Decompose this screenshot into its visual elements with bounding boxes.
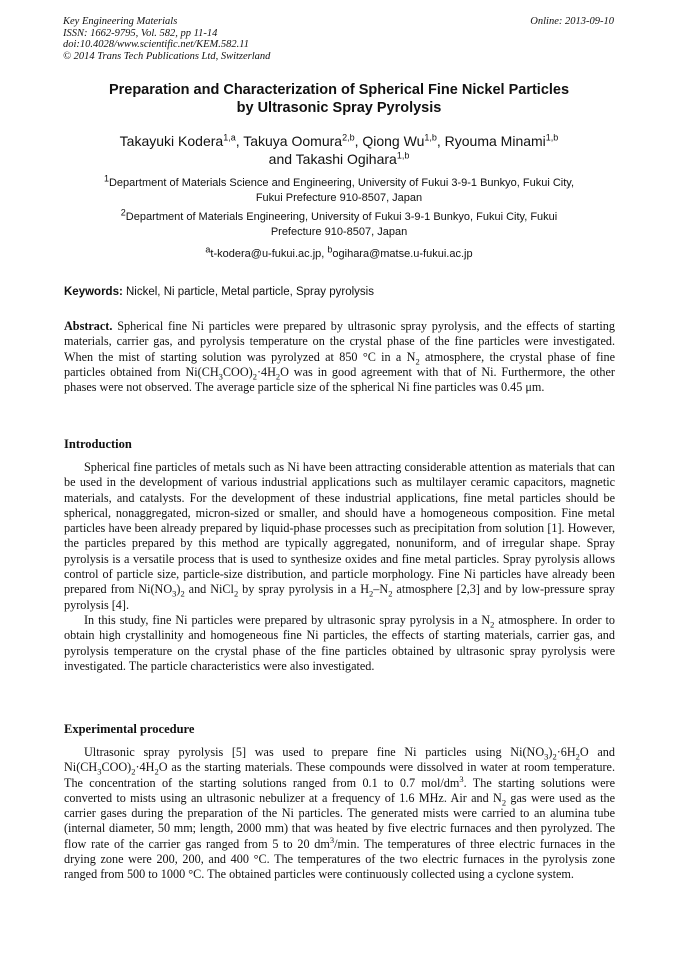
subscript: 2 bbox=[154, 766, 159, 777]
author-name: and Takashi Ogihara bbox=[268, 151, 397, 167]
title-line-1: Preparation and Characterization of Spherical Fine Nickel Particles bbox=[108, 82, 570, 98]
author-separator: , bbox=[235, 133, 244, 149]
abstract bbox=[64, 319, 615, 395]
intro-text: ) bbox=[176, 582, 181, 597]
subscript: 2 bbox=[415, 356, 420, 367]
author-affiliation-mark: 1,a bbox=[223, 132, 236, 143]
subscript: 2 bbox=[233, 588, 239, 599]
subscript: 2 bbox=[275, 371, 281, 382]
affiliation-mark: 1 bbox=[103, 173, 109, 184]
online-date: Online: 2013-09-10 bbox=[530, 16, 614, 27]
experimental-text: . The starting solutions were converted to mists using an ultrasonic nebulizer at a frequency of 1.6 MHz. Air and N bbox=[64, 775, 616, 805]
author-affiliation-mark: 1,b bbox=[545, 132, 559, 143]
experimental-text: ·6H bbox=[556, 745, 576, 759]
author-separator: , bbox=[436, 133, 445, 149]
keywords-line bbox=[64, 285, 620, 299]
author-affiliation-mark: 2,b bbox=[342, 132, 355, 143]
experimental-paragraph bbox=[64, 745, 615, 883]
abstract-paragraph bbox=[64, 319, 615, 395]
experimental-text: Ultrasonic spray pyrolysis [5] was used to prepare fine Ni particles using Ni(NO bbox=[84, 745, 545, 759]
author-name: Takuya Oomura bbox=[243, 133, 343, 149]
experimental-text: ) bbox=[548, 745, 553, 759]
subscript: 2 bbox=[131, 766, 136, 777]
experimental-body bbox=[64, 745, 615, 883]
intro-paragraph-2 bbox=[64, 613, 615, 674]
abstract-text: ·4H bbox=[256, 364, 276, 379]
affiliation-1-line-2: Fukui Prefecture 910-8507, Japan bbox=[255, 192, 423, 204]
affiliation-2-line-1: Department of Materials Engineering, University of Fukui 3-9-1 Bunkyo, Fukui City, Fukui bbox=[125, 211, 558, 223]
abstract-text: COO) bbox=[222, 364, 253, 379]
title-line-2: by Ultrasonic Spray Pyrolysis bbox=[236, 100, 442, 116]
author-list bbox=[60, 132, 618, 168]
subscript: 2 bbox=[388, 588, 393, 599]
experimental-text: COO) bbox=[101, 760, 132, 775]
issn-line: ISSN: 1662-9795, Vol. 582, pp 11-14 bbox=[63, 27, 218, 39]
copyright-line: © 2014 Trans Tech Publications Ltd, Switzerland bbox=[63, 50, 271, 62]
experimental-heading: Experimental procedure bbox=[64, 722, 195, 736]
experimental-text: O as the starting materials. These compounds were dissolved in water at room temperature. The concentration of the starting solutions ranged from 0.1 to 0.7 mol/dm bbox=[64, 760, 615, 790]
author-name: Qiong Wu bbox=[362, 133, 425, 149]
subscript: 3 bbox=[172, 588, 177, 599]
abstract-text: atmosphere, the crystal phase of fine particles obtained from Ni(CH bbox=[64, 349, 615, 379]
experimental-text: ·4H bbox=[135, 760, 155, 775]
intro-text: and NiCl bbox=[184, 582, 234, 597]
doi-line: doi:10.4028/www.scientific.net/KEM.582.11 bbox=[63, 39, 249, 50]
authors-line-1 bbox=[60, 132, 618, 150]
superscript: 3 bbox=[329, 834, 335, 845]
subscript: 2 bbox=[552, 751, 557, 762]
author-name: Takayuki Kodera bbox=[119, 133, 224, 149]
affiliation-2-line-2: Prefecture 910-8507, Japan bbox=[270, 226, 408, 238]
keywords-label: Keywords: bbox=[64, 286, 123, 298]
superscript: 3 bbox=[459, 773, 464, 784]
email-mark: a bbox=[205, 244, 211, 255]
author-affiliation-mark: 1,b bbox=[424, 132, 437, 143]
subscript: 2 bbox=[252, 371, 257, 382]
intro-text: atmosphere [2,3] and by low-pressure spray pyrolysis [4]. bbox=[64, 582, 615, 612]
journal-name: Key Engineering Materials bbox=[63, 16, 178, 27]
email-b: ogihara@matse.u-fukui.ac.jp bbox=[332, 248, 473, 260]
email-line bbox=[60, 244, 618, 262]
authors-line-2 bbox=[60, 150, 618, 168]
intro-text: In this study, fine Ni particles were prepared by ultrasonic spray pyrolysis in a N bbox=[84, 612, 491, 627]
abstract-text: O was in good agreement with that of Ni. Furthermore, the other phases were not observed. The average particle size of the spherical Ni fine particles was 0.45 μm. bbox=[64, 364, 615, 395]
experimental-text: /min. The temperatures of three electric furnaces in the drying zone were 200, 200, and 400 °C. The temperatures of the two electric furnaces in the pyrolysis zone ranged from 500 to 1000 °C. The obtained particles were continuously collected using a cyclone system. bbox=[64, 836, 615, 882]
email-mark: b bbox=[327, 244, 333, 255]
subscript: 2 bbox=[501, 797, 507, 808]
affiliation-2 bbox=[60, 207, 618, 240]
intro-text: atmosphere. In order to obtain high crystallinity and homogeneous fine Ni particles, the effects of starting materials, carrier gas, and pyrolysis temperature on the crystal phase of the fine particles obtained by ultrasonic spray pyrolysis were investigated. The particle characteristics were also investigated. bbox=[64, 612, 615, 673]
affiliation-1 bbox=[60, 173, 618, 206]
introduction-body bbox=[64, 460, 615, 674]
author-separator: , bbox=[354, 133, 363, 149]
keywords-text: Nickel, Ni particle, Metal particle, Spray pyrolysis bbox=[122, 286, 374, 298]
intro-text: Spherical fine particles of metals such as Ni have been attracting considerable attention as materials that can be used in the development of various industrial applications such as multilayer ceramic capacitors, magnetic materials, and catalysts. For the development of these industrial applications, fine metal particles should be spherical, nonaggregated, micron-sized or smaller, and should have a homogeneous composition. Fine metal particles have been already prepared by liquid-phase processes such as precipitation from solution [1]. However, the particles prepared by this method are typically aggregated, nonuniform, and of irregular shape. Spray pyrolysis is a versatile process that is used to synthesize oxides and fine metal particles. Spray pyrolysis allows control of particle size, particle-size distribution, and particle morphology. Fine Ni particles have already been prepared from Ni(NO bbox=[64, 460, 615, 597]
abstract-label: Abstract. bbox=[64, 319, 113, 333]
abstract-text: Spherical fine Ni particles were prepared by ultrasonic spray pyrolysis, and the effects of starting materials, carrier gas, and pyrolysis temperature on the crystal phase of the fine particles were investigated. When the mist of starting solution was pyrolyzed at 850 °C in a N bbox=[64, 319, 615, 364]
affiliation-1-line-1: Department of Materials Science and Engineering, University of Fukui 3-9-1 Bunkyo, Fukui City, bbox=[108, 177, 575, 189]
journal-header bbox=[63, 16, 270, 62]
intro-paragraph-1 bbox=[64, 460, 615, 613]
subscript: 2 bbox=[575, 751, 580, 762]
subscript: 3 bbox=[218, 371, 223, 382]
author-affiliation-mark: 1,b bbox=[396, 150, 410, 161]
author-name: Ryouma Minami bbox=[444, 133, 546, 149]
introduction-heading: Introduction bbox=[64, 437, 132, 451]
subscript: 2 bbox=[369, 588, 374, 599]
experimental-text: gas were used as the carrier gases during the preparation of the Ni particles. The generated mists were carried to an alumina tube (internal diameter, 50 mm; length, 2000 mm) that was heated by five electric furnaces and then pyrolyzed. The flow rate of the carrier gas ranged from 5 to 20 dm bbox=[64, 790, 615, 851]
email-a: t-kodera@u-fukui.ac.jp, bbox=[210, 248, 328, 260]
affiliation-mark: 2 bbox=[120, 207, 126, 218]
paper-title bbox=[60, 81, 618, 117]
subscript: 2 bbox=[180, 588, 185, 599]
experimental-text: O and Ni(CH bbox=[64, 745, 615, 775]
subscript: 3 bbox=[544, 751, 549, 762]
intro-text: by spray pyrolysis in a H bbox=[238, 582, 370, 597]
intro-text: –N bbox=[373, 582, 389, 597]
subscript: 3 bbox=[97, 766, 102, 777]
subscript: 2 bbox=[490, 619, 495, 630]
